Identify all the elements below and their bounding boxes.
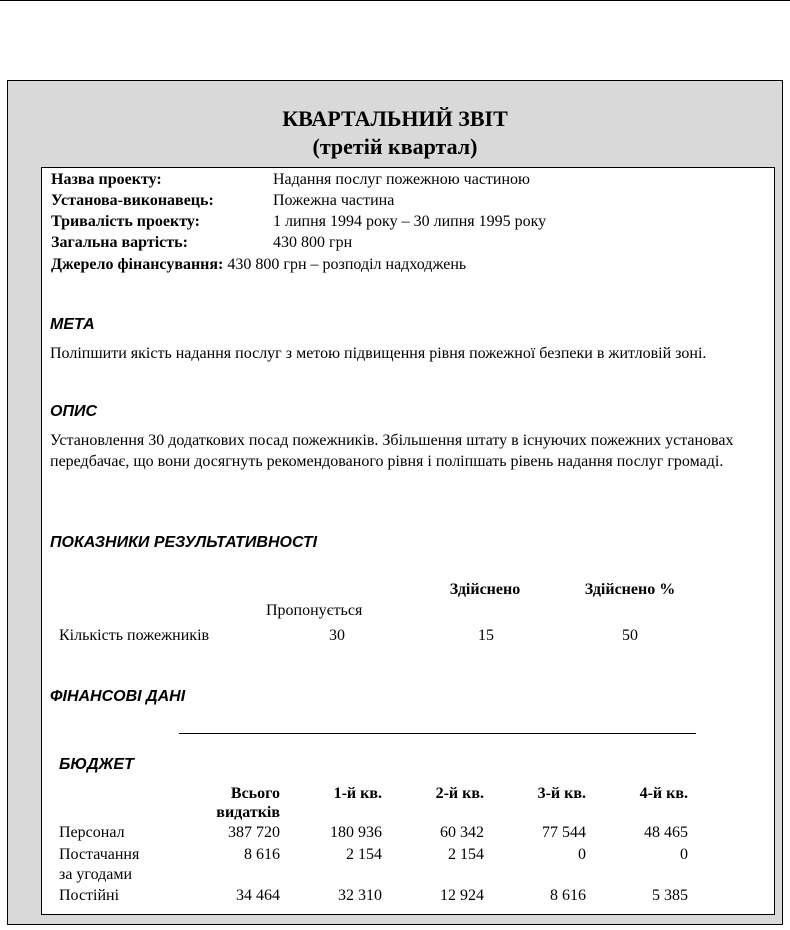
funding-source-value: 430 800 грн – розподіл надходжень [227, 256, 467, 273]
funding-source-line [51, 256, 466, 274]
budget-cell: 2 154 [448, 846, 484, 863]
cost-value: 430 800 грн [273, 234, 353, 251]
budget-cell: 12 924 [440, 887, 484, 904]
budget-cell: 48 465 [644, 824, 688, 841]
budget-cell: 60 342 [440, 824, 484, 841]
col-total-header: Всього видатків [216, 785, 280, 821]
report-subtitle: (третій квартал) [312, 134, 478, 159]
executor-label: Установа-виконавець: [51, 192, 214, 209]
finance-heading: ФІНАНСОВІ ДАНІ [50, 688, 186, 705]
budget-row-label-cont: за угодами [59, 866, 133, 883]
executor-value: Пожежна частина [273, 192, 395, 209]
col-q2-header: 2-й кв. [435, 785, 484, 802]
goal-heading: МЕТА [50, 316, 95, 333]
budget-cell: 32 310 [338, 887, 382, 904]
col-q3-header: 3-й кв. [537, 785, 586, 802]
duration-value: 1 липня 1994 року – 30 липня 1995 року [273, 213, 547, 230]
performance-heading: ПОКАЗНИКИ РЕЗУЛЬТАТИВНОСТІ [50, 534, 318, 551]
col-q4-header: 4-й кв. [639, 785, 688, 802]
budget-heading: БЮДЖЕТ [59, 756, 134, 773]
budget-rule [179, 733, 696, 734]
firefighters-done: 15 [478, 627, 494, 644]
budget-cell: 77 544 [542, 824, 586, 841]
col-q1-header: 1-й кв. [333, 785, 382, 802]
budget-cell: 180 936 [330, 824, 382, 841]
budget-row-label: Постачання [59, 846, 140, 863]
report-title: КВАРТАЛЬНИЙ ЗВІТ [282, 106, 508, 131]
duration-label: Тривалість проекту: [51, 213, 201, 230]
project-name-label: Назва проекту: [51, 171, 162, 188]
budget-cell: 8 616 [550, 887, 586, 904]
description-text: Установлення 30 додаткових посад пожежників. Збільшення штату в існуючих пожежних установах передбачає, що вони досягнуть рекомендованого рівня і поліпшать рівень надання послуг громаді. [50, 432, 734, 470]
budget-cell: 5 385 [652, 887, 688, 904]
budget-cell: 2 154 [346, 846, 382, 863]
budget-cell: 0 [680, 846, 688, 863]
description-heading: ОПИС [50, 403, 98, 420]
budget-cell: 0 [578, 846, 586, 863]
budget-cell: 387 720 [228, 824, 280, 841]
firefighters-proposed: 30 [329, 627, 345, 644]
col-done-header: Здійснено [449, 581, 521, 598]
budget-row-label: Постійні [59, 887, 120, 904]
funding-source-label: Джерело фінансування: [51, 256, 224, 273]
col-proposed-header: Пропонується [266, 602, 363, 619]
goal-text: Поліпшити якість надання послуг з метою підвищення рівня пожежної безпеки в житловій зоні. [50, 345, 707, 362]
firefighters-row-label: Кількість пожежників [59, 627, 210, 644]
top-rule [0, 0, 790, 1]
project-name-value: Надання послуг пожежною частиною [273, 171, 530, 188]
budget-cell: 8 616 [244, 846, 280, 863]
col-done-pct-header: Здійснено % [584, 581, 676, 598]
budget-row-label: Персонал [59, 824, 125, 841]
firefighters-done-pct: 50 [622, 627, 638, 644]
cost-label: Загальна вартість: [51, 234, 188, 251]
budget-cell: 34 464 [236, 887, 280, 904]
